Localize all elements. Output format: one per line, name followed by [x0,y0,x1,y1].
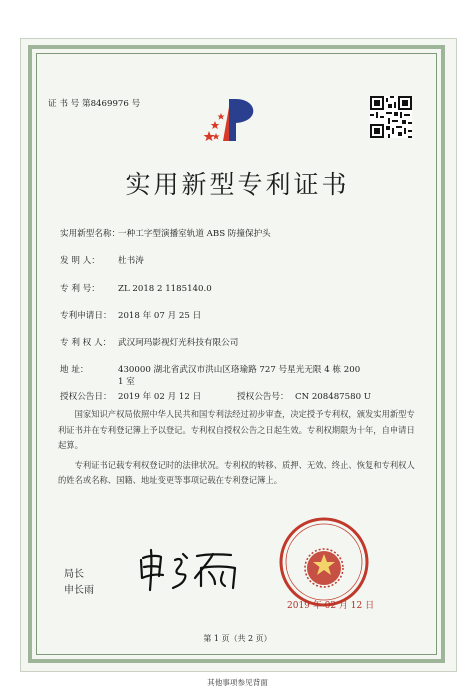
announce-date-label: 授权公告日： [60,392,112,402]
body-paragraph-legal-status: 专利证书记载专利权登记时的法律状况。专利权的转移、质押、无效、终止、恢复和专利权人的姓名或名称、国籍、地址变更等事项记载在专利登记簿上。 [58,459,415,485]
body-paragraph-grant: 国家知识产权局依照中华人民共和国专利法经过初步审查，决定授予专利权，颁发实用新型专利证书并在专利登记簿上予以登记。专利权自授权公告之日起生效。专利权期限为十年，自申请日起算。 [58,409,415,450]
qr-code-icon [370,96,412,138]
certificate-title: 实用新型专利证书 [125,170,350,199]
footer-note: 其他事项参见背面 [207,678,268,687]
field-value-name: 一种工字型演播室轨道 ABS 防撞保护头 [118,229,271,239]
director-title: 局长 [64,569,84,580]
field-label-filing-date: 专利申请日： [60,311,112,321]
field-value-filing-date: 2018 年 07 月 25 日 [118,311,202,321]
director-signature [135,548,245,592]
seal-date: 2019 年 02 月 12 日 [287,601,375,611]
page-number: 第 1 页（共 2 页） [203,634,272,643]
announce-number-label: 授权公告号： [237,392,289,402]
field-label-inventor: 发 明 人： [60,256,100,266]
director-name: 申长雨 [64,585,94,596]
field-label-patentee: 专 利 权 人： [60,338,112,348]
field-value-inventor: 杜书涛 [118,256,144,266]
field-value-patentee: 武汉珂玛影视灯光科技有限公司 [118,338,239,348]
announce-date-value: 2019 年 02 月 12 日 [118,392,202,402]
field-value-address: 430000 湖北省武汉市洪山区珞瑜路 727 号星光无限 4 栋 200 [118,365,361,375]
field-label-address: 地 址： [60,365,89,375]
patent-office-logo [195,95,265,145]
certificate-body [58,407,420,489]
field-label-patent-number: 专 利 号： [60,284,100,294]
field-label-name: 实用新型名称： [60,229,121,239]
official-seal [278,516,370,608]
field-value-address-line2: 1 室 [118,377,135,387]
announce-number-value: CN 208487580 U [295,392,372,402]
certificate-number: 证 书 号 第8469976 号 [48,99,141,109]
field-value-patent-number: ZL 2018 2 1185140.0 [118,284,212,294]
